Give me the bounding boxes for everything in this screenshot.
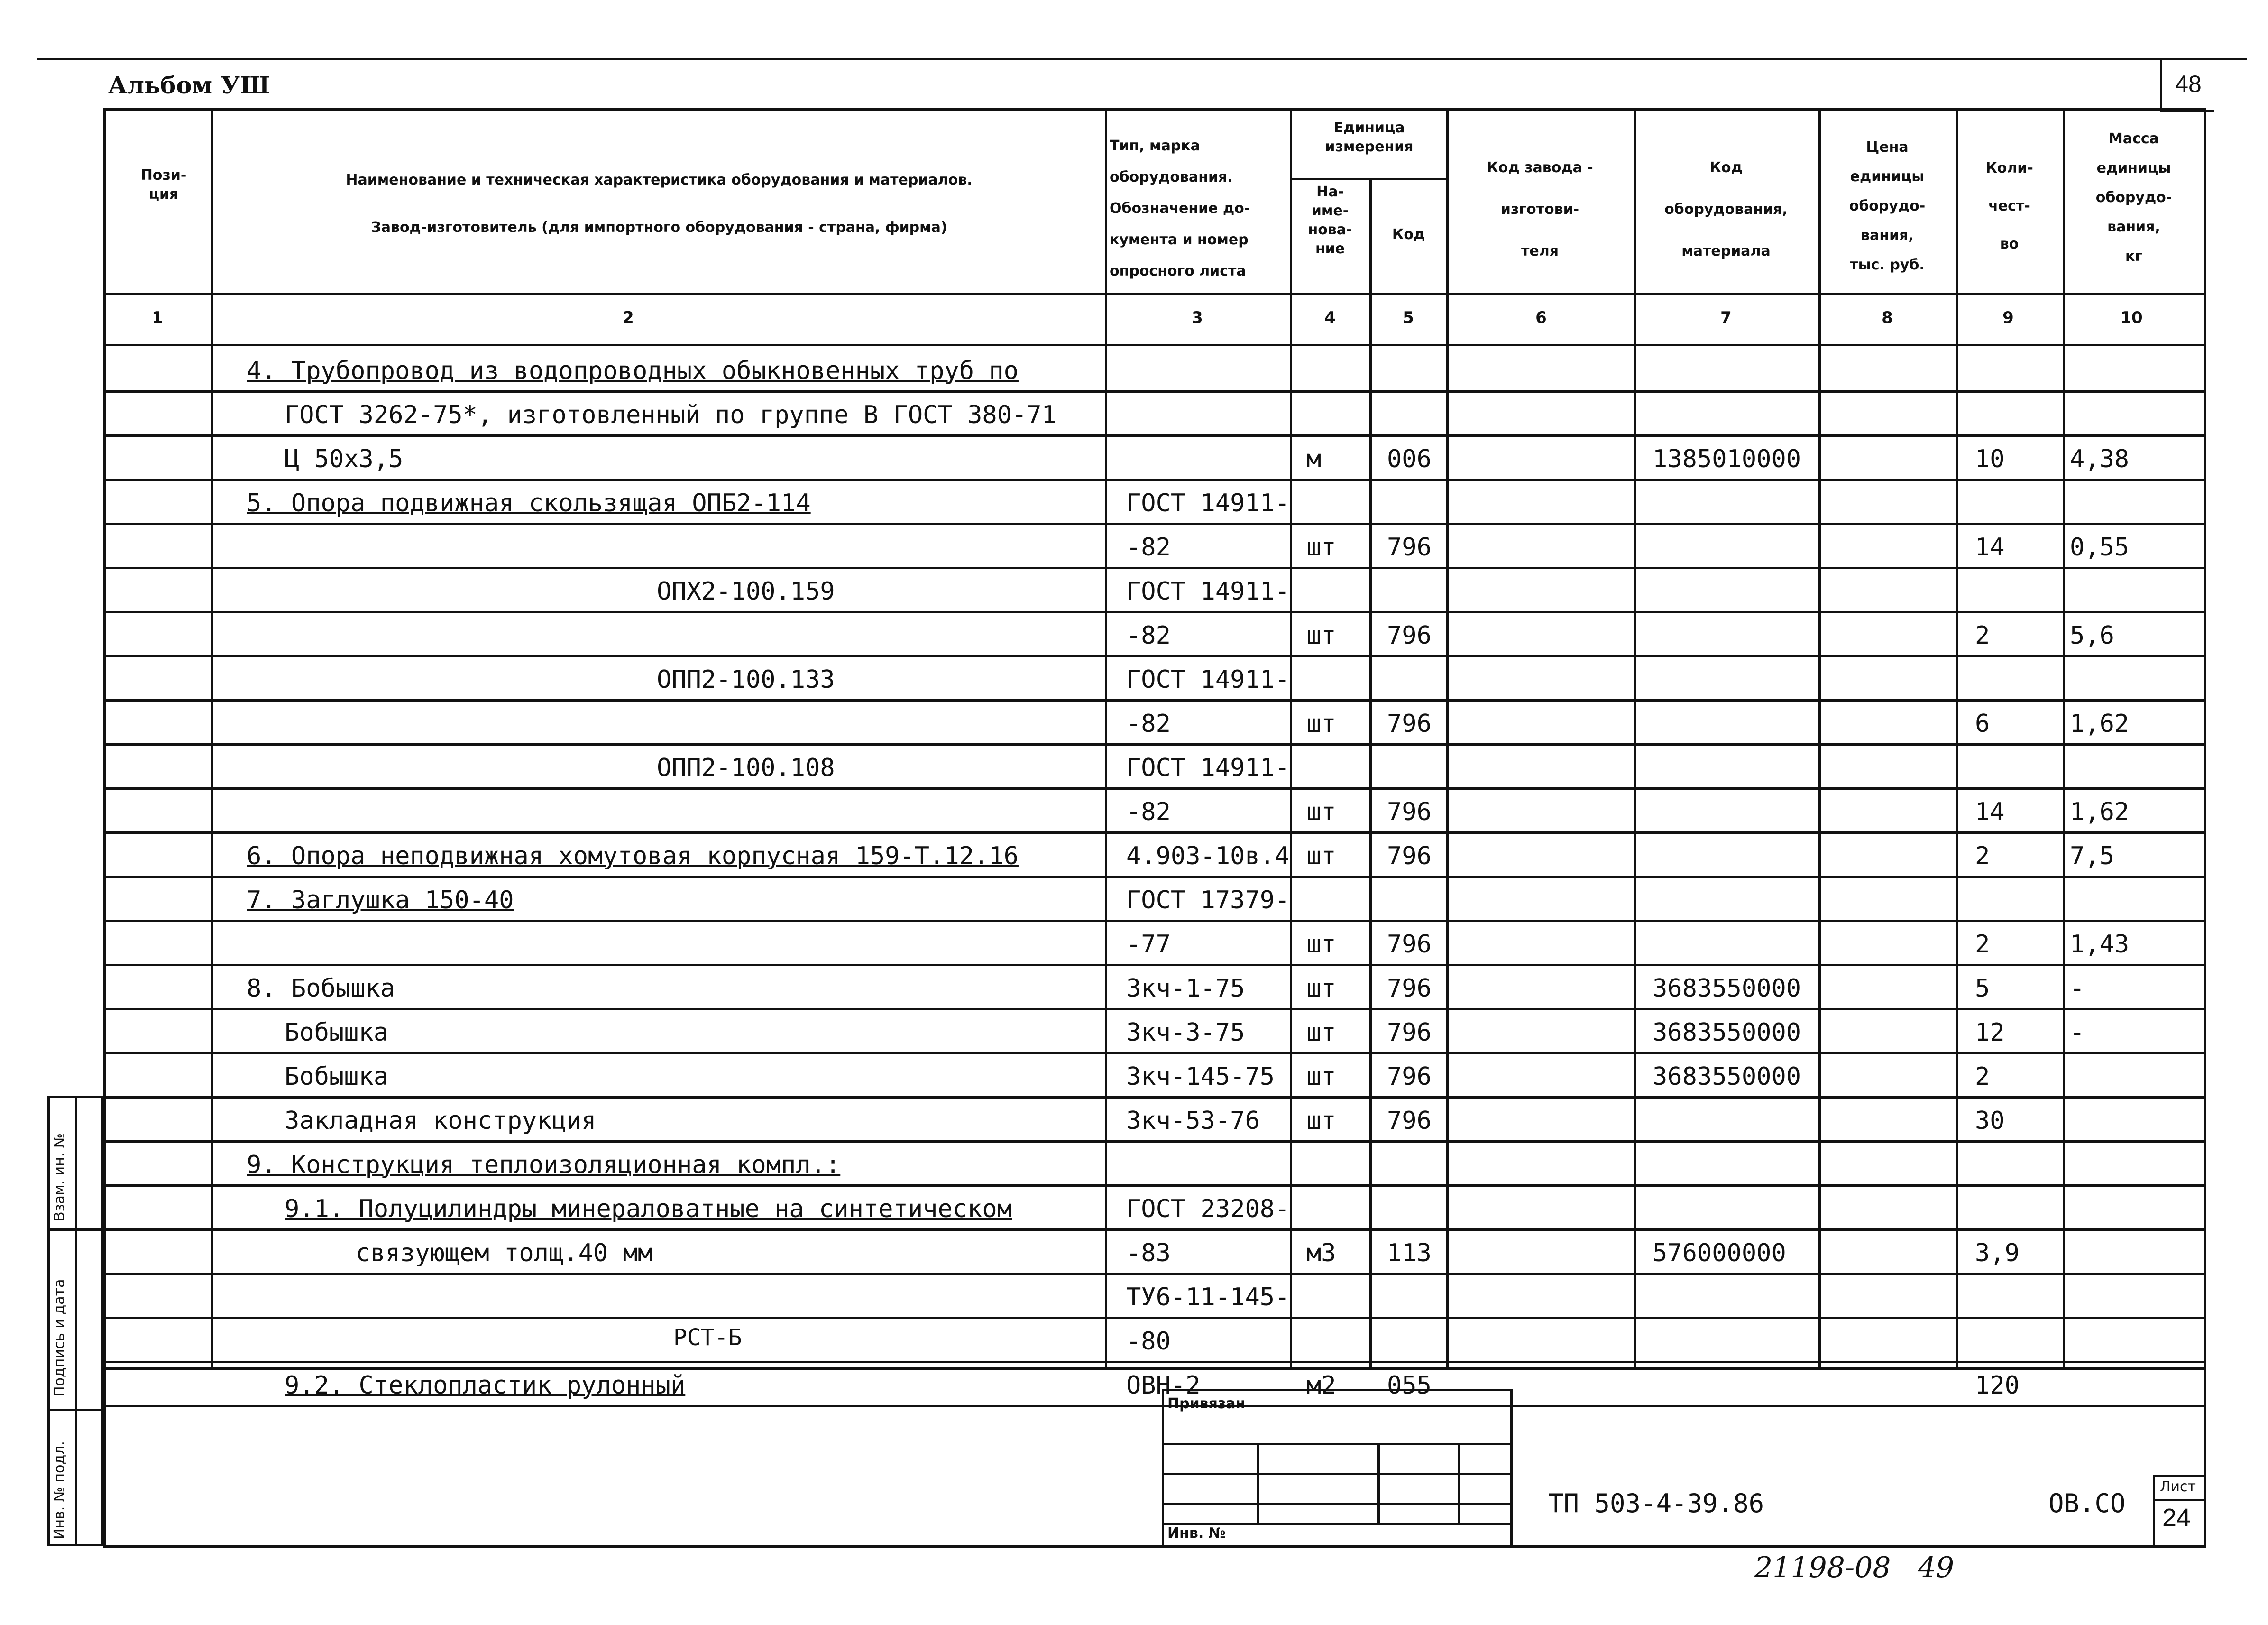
colnum-7: 7 (1720, 308, 1732, 327)
item-name: 9.1. Полуцилиндры минераловатные на синтетическом (285, 1195, 1012, 1223)
item-quantity: 6 (1975, 710, 1990, 738)
item-equipment-code: 576000000 (1653, 1239, 1786, 1267)
item-quantity: 2 (1975, 621, 1990, 650)
col-line-3 (1290, 108, 1292, 1370)
row-rule (103, 523, 2204, 525)
item-equipment-code: 3683550000 (1653, 1062, 1801, 1091)
colnum-8: 8 (1882, 308, 1893, 327)
item-equipment-code: 3683550000 (1653, 974, 1801, 1003)
item-type: ОВН-2 (1126, 1371, 1201, 1400)
item-mass: - (2070, 974, 2085, 1003)
col-line-7 (1818, 108, 1821, 1370)
item-type: -82 (1126, 533, 1171, 562)
colnum-3: 3 (1192, 308, 1203, 327)
inv-label: Инв. № (1167, 1525, 1226, 1542)
rst-b-label: РСТ-Б (673, 1324, 742, 1351)
item-mass: - (2070, 1018, 2085, 1047)
row-rule (103, 964, 2204, 966)
item-name: Бобышка (285, 1062, 389, 1091)
item-unit-code: 796 (1387, 1107, 1432, 1135)
colnum-10: 10 (2120, 308, 2143, 327)
item-unit-code: 796 (1387, 842, 1432, 870)
row-rule (103, 567, 2204, 569)
header-quantity: Коли- чест- во (1985, 160, 2033, 252)
header-price: Цена единицы оборудо- вания, тыс. руб. (1849, 139, 1926, 273)
colnum-divider (103, 344, 2204, 346)
item-type: ГОСТ 23208- (1126, 1195, 1290, 1223)
row-rule (103, 1273, 2204, 1275)
row-rule (103, 1052, 2204, 1054)
item-unit: м3 (1306, 1239, 1336, 1267)
colnum-1: 1 (152, 308, 163, 327)
row-rule (103, 787, 2204, 790)
item-quantity: 5 (1975, 974, 1990, 1003)
privyazan-col-1 (1257, 1443, 1259, 1523)
side-stamp-rule-2 (47, 1409, 103, 1411)
item-type: ГОСТ 14911- (1126, 754, 1290, 782)
row-rule (103, 434, 2204, 437)
item-type: -80 (1126, 1327, 1171, 1356)
col-line-4 (1369, 178, 1372, 1370)
side-stamp-rule-1 (47, 1228, 103, 1231)
item-name: 6. Опора неподвижная хомутовая корпусная 159-Т.12.16 (247, 842, 1019, 870)
col-line-6 (1634, 108, 1636, 1370)
section-code: ОВ.СО (2048, 1488, 2126, 1518)
privyazan-col-3 (1458, 1443, 1460, 1523)
item-quantity: 10 (1975, 445, 2005, 473)
item-unit: шт (1306, 621, 1336, 650)
item-type: -83 (1126, 1239, 1171, 1267)
row-rule (103, 479, 2204, 481)
item-unit-code: 796 (1387, 1018, 1432, 1047)
header-unit-group: Единица измерения (1325, 120, 1414, 155)
item-name: связующем толщ.40 мм (356, 1239, 653, 1267)
header-name: Наименование и техническая характеристика оборудования и материалов. Завод-изготовитель (для импортного оборудования - страна, фирма) (346, 172, 973, 236)
album-label: Альбом УШ (108, 71, 270, 99)
header-factory-code: Код завода - изготови- теля (1487, 159, 1593, 259)
item-name: ГОСТ 3262-75*, изготовленный по группе В ГОСТ 380-71 (285, 401, 1056, 429)
privyazan-col-2 (1377, 1443, 1380, 1523)
item-type: 4.903-10в.4 (1126, 842, 1290, 870)
row-rule (103, 1317, 2204, 1319)
item-unit-code: 796 (1387, 621, 1432, 650)
item-mass: 4,38 (2070, 445, 2130, 473)
header-mass: Масса единицы оборудо- вания, кг (2095, 130, 2172, 265)
row-rule (103, 1008, 2204, 1010)
item-type: ТУ6-11-145- (1126, 1283, 1290, 1311)
row-rule (103, 1096, 2204, 1099)
colnum-5: 5 (1403, 308, 1414, 327)
side-label-replace: Взам. ин. № (51, 1133, 68, 1221)
side-label-inv: Инв. № подл. (51, 1441, 68, 1539)
item-name: 9.2. Стеклопластик рулонный (285, 1371, 686, 1400)
item-type: ГОСТ 14911- (1126, 489, 1290, 517)
document-code: ТП 503-4-39.86 (1548, 1488, 1764, 1518)
item-unit-code: 796 (1387, 710, 1432, 738)
row-rule (103, 1140, 2204, 1143)
row-rule (103, 699, 2204, 702)
item-quantity: 2 (1975, 1062, 1990, 1091)
item-quantity: 2 (1975, 842, 1990, 870)
item-type: 3кч-145-75 (1126, 1062, 1275, 1091)
page-number-box (2160, 58, 2214, 112)
item-mass: 5,6 (2070, 621, 2114, 650)
col-line-9 (2063, 108, 2065, 1370)
item-name: Бобышка (285, 1018, 389, 1047)
item-mass: 1,43 (2070, 930, 2130, 959)
item-mass: 7,5 (2070, 842, 2114, 870)
item-name: 5. Опора подвижная скользящая ОПБ2-114 (247, 489, 811, 517)
side-stamp-divider (75, 1096, 77, 1546)
item-type: -82 (1126, 798, 1171, 826)
item-quantity: 30 (1975, 1107, 2005, 1135)
header-type: Тип, марка оборудования. Обозначение до- кумента и номер опросного листа (1110, 138, 1250, 279)
item-unit-code: 796 (1387, 798, 1432, 826)
row-rule (103, 1228, 2204, 1231)
item-unit-code: 796 (1387, 1062, 1432, 1091)
item-name: 4. Трубопровод из водопроводных обыкновенных труб по (247, 357, 1019, 385)
item-unit-code: 113 (1387, 1239, 1432, 1267)
item-quantity: 3,9 (1975, 1239, 2020, 1267)
item-quantity: 14 (1975, 798, 2005, 826)
item-type: 3кч-53-76 (1126, 1107, 1260, 1135)
item-type: -82 (1126, 710, 1171, 738)
row-rule (103, 743, 2204, 746)
item-unit: шт (1306, 1018, 1336, 1047)
row-rule (103, 920, 2204, 922)
item-type: ГОСТ 14911- (1126, 577, 1290, 606)
item-unit: шт (1306, 533, 1336, 562)
row-rule (103, 611, 2204, 613)
row-rule (103, 1361, 2204, 1363)
item-unit-code: 006 (1387, 445, 1432, 473)
privyazan-label: Привязан (1167, 1395, 1246, 1412)
item-equipment-code: 1385010000 (1653, 445, 1801, 473)
handwritten-number: 21198-08 49 (1754, 1551, 1955, 1584)
item-unit-code: 796 (1387, 533, 1432, 562)
top-rule (37, 58, 2247, 60)
table-frame (103, 108, 2206, 1370)
item-name: 7. Заглушка 150-40 (247, 886, 514, 914)
item-unit: шт (1306, 710, 1336, 738)
item-mass: 0,55 (2070, 533, 2130, 562)
unit-group-divider (1290, 178, 1446, 180)
header-unit-code: Код (1392, 226, 1425, 243)
col-line-8 (1956, 108, 1958, 1370)
item-name: ОПП2-100.108 (657, 754, 835, 782)
item-mass: 1,62 (2070, 710, 2130, 738)
item-type: 3кч-1-75 (1126, 974, 1245, 1003)
page-number: 48 (2175, 71, 2202, 97)
item-name: 9. Конструкция теплоизоляционная компл.: (247, 1151, 841, 1179)
sheet-label: Лист (2160, 1478, 2196, 1495)
col-line-2 (1105, 108, 1107, 1370)
colnum-9: 9 (2002, 308, 2014, 327)
item-name: ОПП2-100.133 (657, 665, 835, 694)
item-type: -82 (1126, 621, 1171, 650)
item-quantity: 12 (1975, 1018, 2005, 1047)
col-line-5 (1446, 108, 1449, 1370)
item-unit: шт (1306, 1107, 1336, 1135)
sheet-box-rule (2153, 1499, 2206, 1501)
colnum-2: 2 (623, 308, 634, 327)
item-type: -77 (1126, 930, 1171, 959)
header-unit-name: На- име- нова- ние (1308, 184, 1352, 257)
sheet-number: 24 (2162, 1504, 2191, 1532)
row-rule (103, 876, 2204, 878)
header-equipment-code: Код оборудования, материала (1664, 159, 1788, 259)
item-mass: 1,62 (2070, 798, 2130, 826)
item-name: ОПХ2-100.159 (657, 577, 835, 606)
item-unit: м (1306, 445, 1322, 473)
header-position: Пози- ция (140, 167, 187, 203)
item-unit-code: 796 (1387, 974, 1432, 1003)
item-name: 8. Бобышка (247, 974, 395, 1003)
item-unit: шт (1306, 842, 1336, 870)
colnum-6: 6 (1535, 308, 1547, 327)
item-quantity: 2 (1975, 930, 1990, 959)
item-name: Ц 50х3,5 (285, 445, 404, 473)
colnum-4: 4 (1324, 308, 1336, 327)
item-unit-code: 796 (1387, 930, 1432, 959)
title-block (103, 1367, 2206, 1548)
header-divider (103, 293, 2204, 295)
side-label-signature: Подпись и дата (51, 1279, 68, 1397)
row-rule (103, 390, 2204, 393)
item-quantity: 14 (1975, 533, 2005, 562)
item-type: 3кч-3-75 (1126, 1018, 1245, 1047)
item-name: Закладная конструкция (285, 1107, 597, 1135)
item-equipment-code: 3683550000 (1653, 1018, 1801, 1047)
row-rule (103, 1184, 2204, 1187)
item-type: ГОСТ 14911- (1126, 665, 1290, 694)
item-unit: м2 (1306, 1371, 1336, 1400)
col-line-1 (211, 108, 213, 1370)
item-quantity: 120 (1975, 1371, 2020, 1400)
item-type: ГОСТ 17379- (1126, 886, 1290, 914)
item-unit-code: 055 (1387, 1371, 1432, 1400)
item-unit: шт (1306, 798, 1336, 826)
item-unit: шт (1306, 930, 1336, 959)
item-unit: шт (1306, 1062, 1336, 1091)
item-unit: шт (1306, 974, 1336, 1003)
row-rule (103, 655, 2204, 657)
row-rule (103, 831, 2204, 834)
